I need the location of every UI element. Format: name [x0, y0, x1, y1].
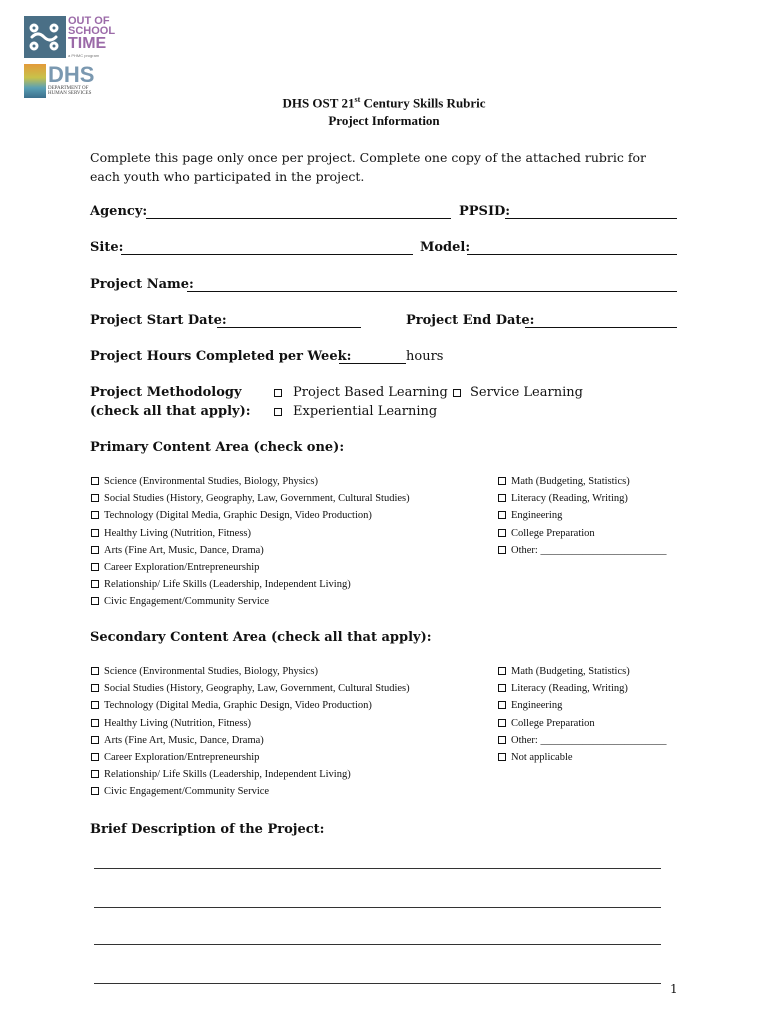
content-area-option-label: College Preparation	[511, 527, 595, 539]
description-line[interactable]	[94, 907, 661, 908]
methodology-option-experiential[interactable]	[274, 404, 437, 419]
checkbox-icon[interactable]	[91, 701, 99, 709]
content-area-option[interactable]	[498, 493, 628, 504]
ost-logo-text	[68, 16, 115, 52]
methodology-option-label: Project Based Learning	[293, 385, 448, 400]
content-area-option-label: Technology (Digital Media, Graphic Design, Video Production)	[104, 700, 372, 712]
checkbox-icon[interactable]	[498, 494, 506, 502]
content-area-option[interactable]	[91, 769, 351, 780]
checkbox-icon[interactable]	[91, 563, 99, 571]
content-area-option[interactable]	[91, 700, 372, 711]
content-area-option-label: Civic Engagement/Community Service	[104, 596, 270, 608]
project-name-label: Project Name:	[90, 277, 194, 292]
title-sup: st	[354, 95, 361, 104]
content-area-option[interactable]	[498, 510, 562, 521]
methodology-option-label: Experiential Learning	[293, 404, 438, 419]
content-area-option-label: Technology (Digital Media, Graphic Design, Video Production)	[104, 510, 372, 522]
content-area-option[interactable]	[91, 786, 269, 797]
checkbox-icon[interactable]	[91, 770, 99, 778]
checkbox-icon[interactable]	[91, 546, 99, 554]
agency-label: Agency:	[90, 204, 148, 219]
end-date-field[interactable]	[525, 327, 677, 328]
end-date-label: Project End Date:	[406, 313, 535, 328]
out-of-school-time-logo	[24, 15, 116, 60]
ost-logo-mark-icon	[24, 16, 66, 58]
content-area-option-label: Relationship/ Life Skills (Leadership, Independent Living)	[104, 579, 351, 591]
content-area-option[interactable]	[91, 510, 372, 521]
checkbox-icon[interactable]	[91, 719, 99, 727]
content-area-option[interactable]	[498, 735, 666, 746]
content-area-option-label: Literacy (Reading, Writing)	[511, 493, 628, 505]
content-area-option-label: Other: ________________________	[511, 544, 667, 556]
content-area-option-label: Career Exploration/Entrepreneurship	[104, 752, 260, 763]
content-area-option-label: Arts (Fine Art, Music, Dance, Drama)	[104, 544, 264, 556]
checkbox-icon[interactable]	[91, 494, 99, 502]
description-heading: Brief Description of the Project:	[90, 822, 325, 837]
checkbox-icon[interactable]	[498, 546, 506, 554]
instructions: Complete this page only once per project. Complete one copy of the attached rubric for each youth who participated in the project.	[90, 150, 646, 184]
content-area-option[interactable]	[91, 579, 351, 590]
content-area-option-label: Science (Environmental Studies, Biology, Physics)	[104, 476, 318, 487]
page-subtitle: Project Information	[328, 113, 440, 128]
description-line[interactable]	[94, 868, 661, 869]
ppsid-field[interactable]	[505, 218, 677, 219]
content-area-option-label: College Preparation	[511, 717, 595, 729]
agency-field[interactable]	[146, 218, 451, 219]
ost-sub: a PHMC program	[68, 53, 100, 58]
content-area-option-label: Other: ________________________	[511, 734, 667, 746]
content-area-option[interactable]	[91, 735, 264, 746]
content-area-option[interactable]	[498, 528, 595, 539]
checkbox-icon[interactable]	[91, 684, 99, 692]
methodology-option-service[interactable]	[453, 385, 583, 400]
checkbox-icon[interactable]	[91, 753, 99, 761]
page-number: 1	[670, 982, 678, 996]
checkbox-icon[interactable]	[274, 408, 282, 416]
content-area-option[interactable]	[91, 752, 259, 763]
content-area-option-label: Social Studies (History, Geography, Law, Government, Cultural Studies)	[104, 683, 410, 695]
page-title	[0, 95, 768, 111]
checkbox-icon[interactable]	[498, 736, 506, 744]
content-area-option-label: Social Studies (History, Geography, Law, Government, Cultural Studies)	[104, 493, 410, 505]
checkbox-icon[interactable]	[91, 667, 99, 675]
checkbox-icon[interactable]	[498, 753, 506, 761]
checkbox-icon[interactable]	[498, 511, 506, 519]
ppsid-label: PPSID:	[459, 204, 511, 219]
checkbox-icon[interactable]	[498, 684, 506, 692]
title-pre: DHS OST 21	[282, 95, 355, 111]
primary-heading: Primary Content Area (check one):	[90, 440, 345, 455]
checkbox-icon[interactable]	[91, 511, 99, 519]
description-line[interactable]	[94, 983, 661, 984]
checkbox-icon[interactable]	[274, 389, 282, 397]
content-area-option[interactable]	[498, 752, 573, 763]
content-area-option-label: Healthy Living (Nutrition, Fitness)	[104, 717, 251, 729]
content-area-option[interactable]	[91, 493, 410, 504]
ost-line1: OUT OF	[68, 15, 110, 27]
content-area-option-label: Civic Engagement/Community Service	[104, 786, 270, 798]
dhs-logo-dept: DEPARTMENT OF HUMAN SERVICES	[48, 86, 92, 96]
project-name-field[interactable]	[187, 291, 677, 292]
dhs-logo-image-icon	[24, 64, 46, 98]
content-area-option[interactable]	[498, 718, 595, 729]
dhs-logo-name: DHS	[48, 62, 95, 87]
ost-line3: TIME	[68, 35, 107, 52]
content-area-option[interactable]	[91, 545, 264, 556]
content-area-option-label: Arts (Fine Art, Music, Dance, Drama)	[104, 734, 264, 746]
secondary-heading: Secondary Content Area (check all that apply):	[90, 630, 432, 645]
checkbox-icon[interactable]	[91, 477, 99, 485]
content-area-option-label: Math (Budgeting, Statistics)	[511, 666, 630, 677]
content-area-option[interactable]	[498, 545, 666, 556]
model-label: Model:	[420, 240, 471, 255]
content-area-option[interactable]	[91, 562, 259, 573]
methodology-label-sub: (check all that apply):	[90, 404, 251, 419]
methodology-option-pbl[interactable]	[274, 385, 448, 400]
checkbox-icon[interactable]	[498, 477, 506, 485]
title-post: Century Skills Rubric	[360, 95, 486, 111]
content-area-option-label: Healthy Living (Nutrition, Fitness)	[104, 527, 251, 539]
checkbox-icon[interactable]	[498, 667, 506, 675]
hours-field[interactable]	[339, 363, 406, 364]
content-area-option[interactable]	[498, 700, 562, 711]
checkbox-icon[interactable]	[498, 529, 506, 537]
site-field[interactable]	[121, 254, 413, 255]
content-area-option-label: Relationship/ Life Skills (Leadership, Independent Living)	[104, 769, 351, 781]
content-area-option[interactable]	[498, 683, 628, 694]
checkbox-icon[interactable]	[498, 719, 506, 727]
content-area-option[interactable]	[498, 666, 630, 677]
description-line[interactable]	[94, 944, 661, 945]
checkbox-icon[interactable]	[91, 787, 99, 795]
checkbox-icon[interactable]	[91, 580, 99, 588]
content-area-option-label: Science (Environmental Studies, Biology, Physics)	[104, 666, 318, 677]
content-area-option-label: Engineering	[511, 700, 563, 712]
start-date-field[interactable]	[217, 327, 361, 328]
checkbox-icon[interactable]	[91, 597, 99, 605]
ost-line2: SCHOOL	[68, 25, 116, 37]
hours-label: Project Hours Completed per Week:	[90, 349, 352, 364]
start-date-label: Project Start Date:	[90, 313, 227, 328]
content-area-option-label: Career Exploration/Entrepreneurship	[104, 562, 260, 573]
model-field[interactable]	[467, 254, 677, 255]
content-area-option-label: Not applicable	[511, 752, 573, 763]
hours-unit: hours	[406, 349, 444, 364]
content-area-option[interactable]	[91, 683, 410, 694]
content-area-option-label: Engineering	[511, 510, 563, 522]
content-area-option[interactable]	[498, 476, 630, 487]
checkbox-icon[interactable]	[453, 389, 461, 397]
content-area-option[interactable]	[91, 528, 251, 539]
content-area-option[interactable]	[91, 596, 269, 607]
methodology-label: Project Methodology	[90, 385, 242, 400]
content-area-option[interactable]	[91, 476, 318, 487]
content-area-option[interactable]	[91, 718, 251, 729]
methodology-option-label: Service Learning	[470, 385, 583, 400]
checkbox-icon[interactable]	[91, 529, 99, 537]
content-area-option-label: Literacy (Reading, Writing)	[511, 683, 628, 695]
content-area-option[interactable]	[91, 666, 318, 677]
site-label: Site:	[90, 240, 124, 255]
checkbox-icon[interactable]	[91, 736, 99, 744]
checkbox-icon[interactable]	[498, 701, 506, 709]
content-area-option-label: Math (Budgeting, Statistics)	[511, 476, 630, 487]
